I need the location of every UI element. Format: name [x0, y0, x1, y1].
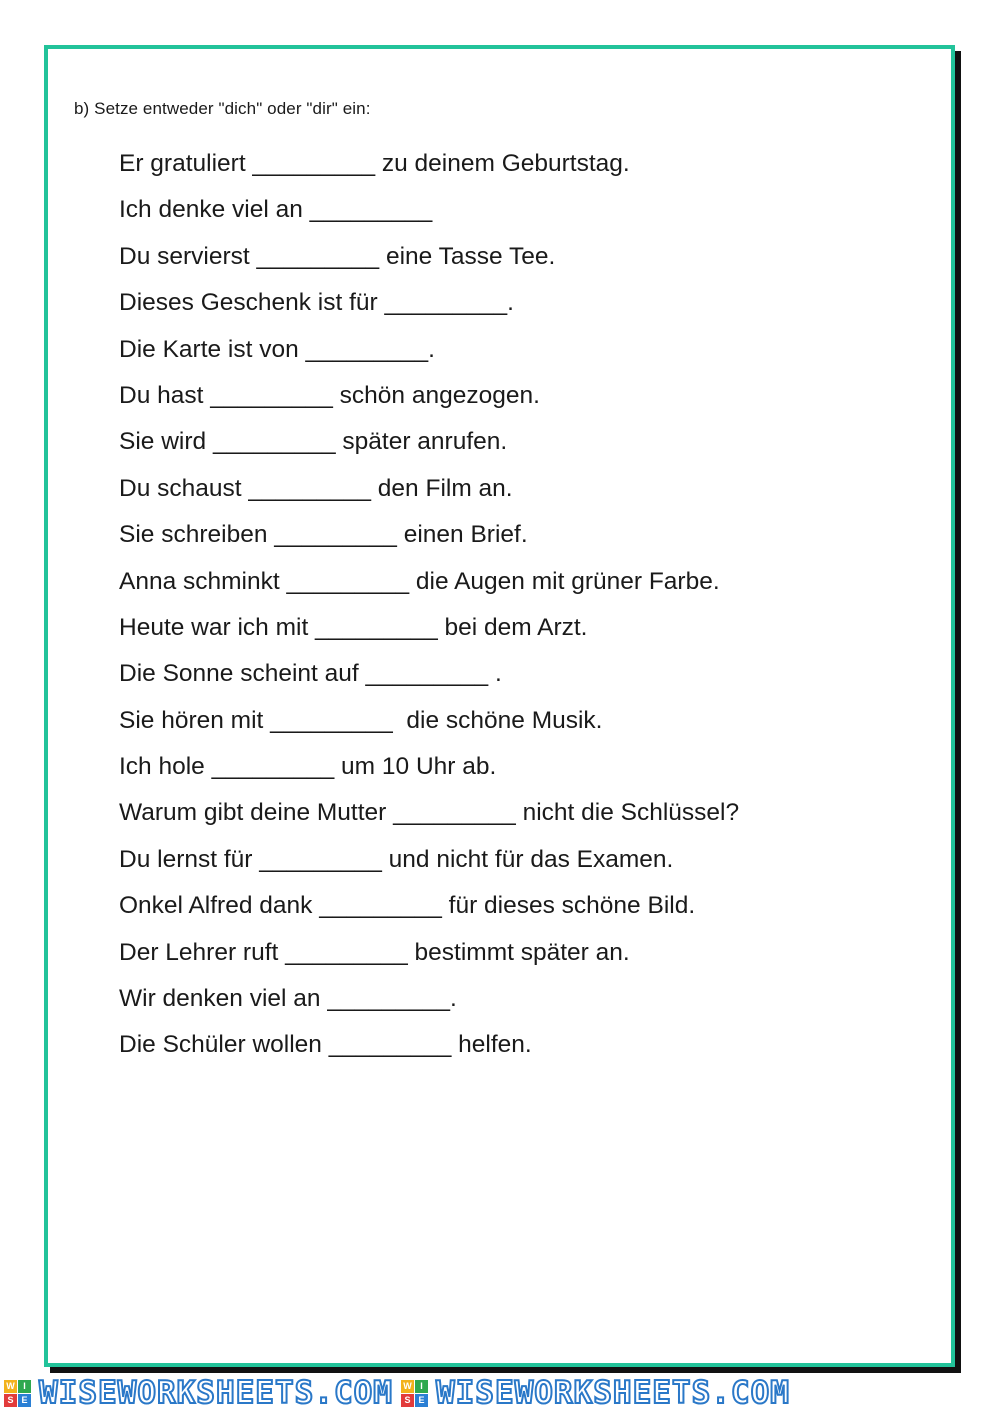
- brand-logo-icon: [4, 1380, 31, 1407]
- exercise-sentence-9: Sie schreiben _________ einen Brief.: [119, 521, 528, 549]
- exercise-sentence-15: Warum gibt deine Mutter _________ nicht die Schlüssel?: [119, 799, 740, 827]
- exercise-sentence-18: Der Lehrer ruft _________ bestimmt später an.: [119, 938, 630, 966]
- exercise-sentence-2: Ich denke viel an _________: [119, 196, 433, 224]
- logo-letter: E: [18, 1394, 31, 1407]
- exercise-sentence-7: Sie wird _________ später anrufen.: [119, 428, 508, 456]
- exercise-sentence-12: Die Sonne scheint auf _________ .: [119, 660, 502, 688]
- logo-letter: S: [4, 1394, 17, 1407]
- brand-text: WISEWORKSHEETS.COM: [435, 1375, 790, 1411]
- instruction-text: b) Setze entweder "dich" oder "dir" ein:: [74, 99, 371, 118]
- exercise-list: [119, 141, 739, 1069]
- exercise-sentence-16: Du lernst für _________ und nicht für das Examen.: [119, 845, 674, 873]
- brand-text: WISEWORKSHEETS.COM: [39, 1375, 393, 1411]
- exercise-sentence-6: Du hast _________ schön angezogen.: [119, 381, 540, 409]
- footer-watermark: [0, 1374, 1000, 1413]
- brand-logo-icon: [401, 1380, 428, 1407]
- exercise-sentence-10: Anna schminkt _________ die Augen mit grüner Farbe.: [119, 567, 720, 595]
- exercise-sentence-5: Die Karte ist von _________.: [119, 335, 435, 363]
- exercise-sentence-4: Dieses Geschenk ist für _________.: [119, 289, 514, 317]
- exercise-sentence-1: Er gratuliert _________ zu deinem Geburtstag.: [119, 150, 630, 177]
- logo-letter: S: [401, 1394, 414, 1407]
- logo-letter: I: [18, 1380, 31, 1393]
- worksheet-page: [44, 45, 955, 1367]
- exercise-sentence-20: Die Schüler wollen _________ helfen.: [119, 1031, 532, 1059]
- logo-letter: W: [4, 1380, 17, 1393]
- logo-letter: W: [401, 1380, 414, 1393]
- exercise-sentence-8: Du schaust _________ den Film an.: [119, 474, 513, 502]
- exercise-sentence-14: Ich hole _________ um 10 Uhr ab.: [119, 753, 497, 781]
- exercise-sentence-13: Sie hören mit _________ die schöne Musik.: [119, 706, 603, 734]
- exercise-sentence-3: Du servierst _________ eine Tasse Tee.: [119, 242, 556, 270]
- exercise-sentence-11: Heute war ich mit _________ bei dem Arzt.: [119, 613, 588, 641]
- logo-letter: I: [415, 1380, 428, 1393]
- exercise-sentence-17: Onkel Alfred dank _________ für dieses schöne Bild.: [119, 892, 696, 920]
- logo-letter: E: [415, 1394, 428, 1407]
- exercise-sentence-19: Wir denken viel an _________.: [119, 985, 457, 1013]
